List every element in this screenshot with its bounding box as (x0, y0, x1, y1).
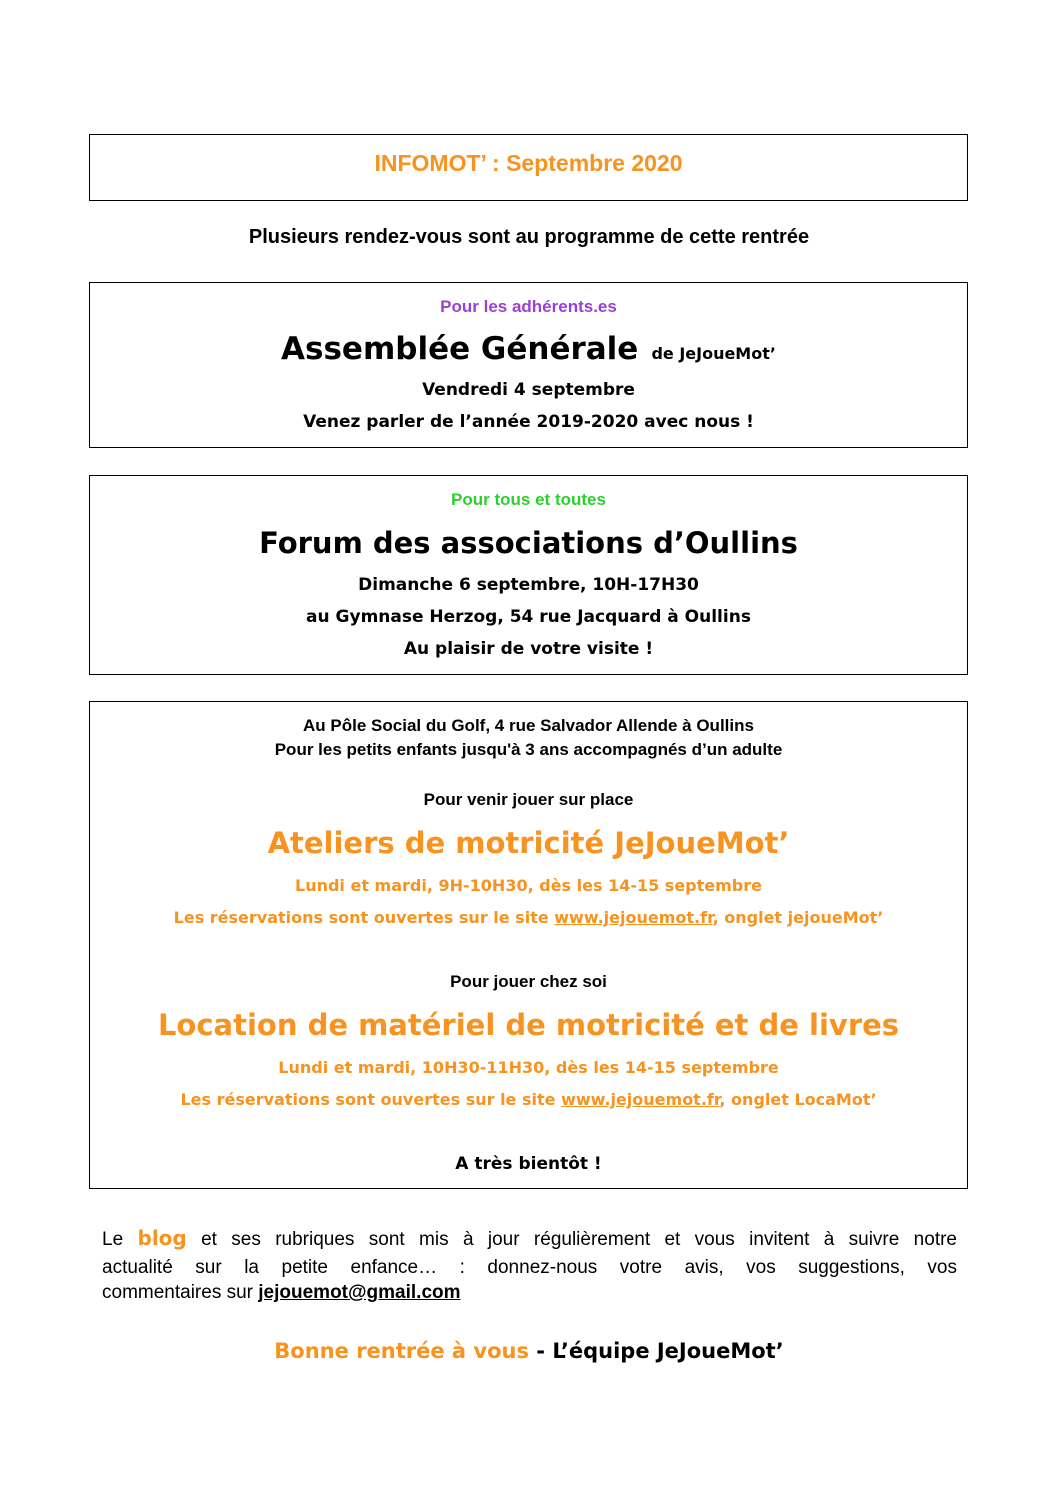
footer-greeting: Bonne rentrée à vous (274, 1339, 529, 1363)
forum-place: au Gymnase Herzog, 54 rue Jacquard à Oullins (306, 607, 751, 627)
assemblee-audience: Pour les adhérents.es (440, 297, 617, 316)
ateliers-resa-suffix: , onglet jejoueMot’ (712, 908, 884, 927)
blog-line-1-rest: et ses rubriques sont mis à jour régulièrement et vous invitent à suivre notre (201, 1229, 957, 1250)
assemblee-title-line (90, 331, 967, 367)
assemblee-box (89, 282, 968, 448)
location-title: Location de matériel de motricité et de livres (157, 1008, 900, 1042)
pole-closing: A très bientôt ! (455, 1154, 602, 1174)
ateliers-lead: Pour venir jouer sur place (423, 790, 634, 809)
header-box (89, 134, 968, 201)
blog-line-3-prefix: commentaires sur (102, 1282, 253, 1303)
email-link[interactable]: jejouemot@gmail.com (258, 1282, 461, 1303)
footer-team: L’équipe JeJoueMot’ (552, 1339, 784, 1363)
intro-text: Plusieurs rendez-vous sont au programme de cette rentrée (248, 226, 810, 248)
location-schedule: Lundi et mardi, 10H30-11H30, dès les 14-15 septembre (278, 1058, 779, 1077)
ateliers-reservation (90, 908, 967, 927)
forum-date: Dimanche 6 septembre, 10H-17H30 (358, 575, 699, 595)
ateliers-title: Ateliers de motricité JeJoueMot’ (267, 826, 790, 860)
pole-box (89, 701, 968, 1189)
ateliers-site-link[interactable]: www.jejouemot.fr (554, 908, 713, 927)
location-lead: Pour jouer chez soi (450, 972, 607, 991)
blog-line-2: actualité sur la petite enfance… : donnez-nous votre avis, vos suggestions, vos (102, 1257, 957, 1278)
assemblee-text: Venez parler de l’année 2019-2020 avec nous ! (303, 412, 754, 432)
location-resa-prefix: Les réservations sont ouvertes sur le site (180, 1090, 556, 1109)
location-resa-suffix: , onglet LocaMot’ (719, 1090, 877, 1109)
blog-link[interactable]: blog (137, 1226, 187, 1250)
location-site-link[interactable]: www.jejouemot.fr (561, 1090, 720, 1109)
pole-public: Pour les petits enfants jusqu'à 3 ans accompagnés d’un adulte (274, 740, 783, 759)
blog-le: Le (102, 1229, 124, 1250)
forum-box (89, 475, 968, 675)
assemblee-title: Assemblée Générale (281, 331, 639, 367)
footer-dash: - (536, 1339, 546, 1363)
forum-text: Au plaisir de votre visite ! (403, 639, 654, 659)
forum-audience: Pour tous et toutes (451, 490, 606, 509)
forum-title: Forum des associations d’Oullins (259, 526, 798, 560)
blog-line-3 (102, 1282, 461, 1304)
assemblee-date: Vendredi 4 septembre (422, 380, 635, 400)
location-reservation (90, 1090, 967, 1109)
assemblee-title-suffix: de JeJoueMot’ (651, 344, 776, 363)
page-title: INFOMOT’ : Septembre 2020 (374, 150, 683, 176)
pole-address: Au Pôle Social du Golf, 4 rue Salvador Allende à Oullins (303, 716, 754, 735)
ateliers-schedule: Lundi et mardi, 9H-10H30, dès les 14-15 septembre (295, 876, 762, 895)
blog-line-1 (102, 1226, 957, 1251)
ateliers-resa-prefix: Les réservations sont ouvertes sur le site (173, 908, 549, 927)
footer (0, 1339, 1058, 1363)
